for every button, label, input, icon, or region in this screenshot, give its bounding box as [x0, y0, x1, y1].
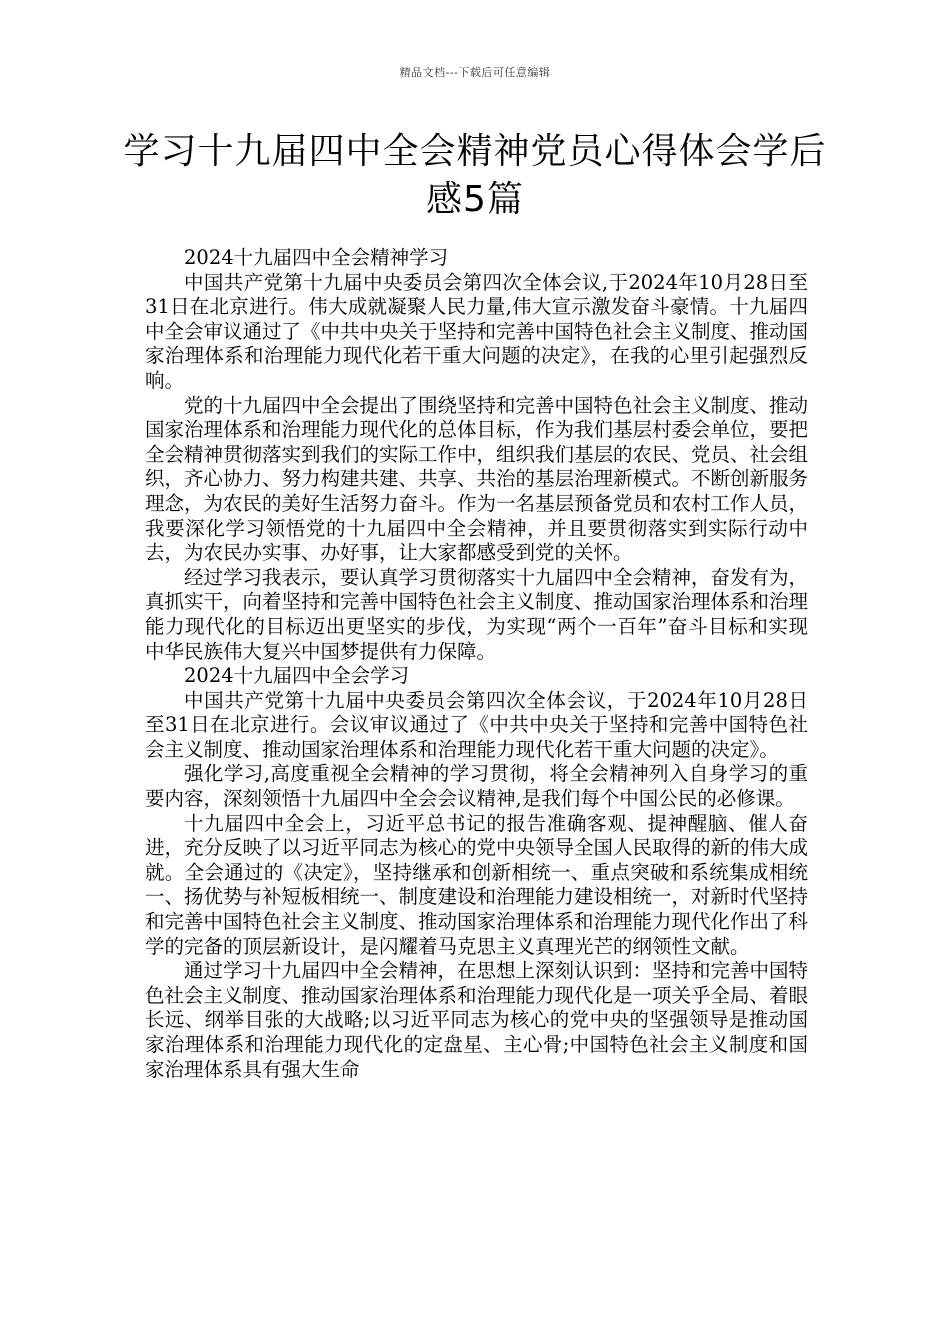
paragraph: 党的十九届四中全会提出了围绕坚持和完善中国特色社会主义制度、推动国家治理体系和治理能力现代化的总体目标，作为我们基层村委会单位，要把全会精神贯彻落实到我们的实际工作中，组织我们基层的农民、党员、社会组织，齐心协力、努力构建共建、共享、共治的基层治理新模式。不断创新服务理念，为农民的美好生活努力奋斗。作为一名基层预备党员和农村工作人员，我要深化学习领悟党的十九届四中全会精神，并且要贯彻落实到实际行动中去，为农民办实事、办好事，让大家都感受到党的关怀。: [145, 393, 809, 565]
document-title: 学习十九届四中全会精神党员心得体会学后感5篇: [123, 131, 827, 220]
paragraph: 十九届四中全会上，习近平总书记的报告准确客观、提神醒脑、催人奋进，充分反映了以习近平同志为核心的党中央领导全国人民取得的新的伟大成就。全会通过的《决定》，坚持继承和创新相统一、重点突破和系统集成相统一、扬优势与补短板相统一、制度建设和治理能力建设相统一，对新时代坚持和完善中国特色社会主义制度、推动国家治理体系和治理能力现代化作出了科学的完备的顶层新设计，是闪耀着马克思主义真理光芒的纲领性文献。: [145, 811, 809, 958]
section-heading-1: 2024十九届四中全会精神学习: [184, 246, 449, 269]
paragraph: 中国共产党第十九届中央委员会第四次全体会议,于2024年10月28日至31日在北京进行。伟大成就凝聚人民力量,伟大宣示激发奋斗豪情。十九届四中全会审议通过了《中共中央关于坚持和完善中国特色社会主义制度、推动国家治理体系和治理能力现代化若干重大问题的决定》，在我的心里引起强烈反响。: [145, 270, 809, 392]
paragraph: 中国共产党第十九届中央委员会第四次全体会议，于2024年10月28日至31日在北京进行。会议审议通过了《中共中央关于坚持和完善中国特色社会主义制度、推动国家治理体系和治理能力现代化若干重大问题的决定》。: [145, 688, 808, 761]
paragraph: 通过学习十九届四中全会精神，在思想上深刻认识到：坚持和完善中国特色社会主义制度、推动国家治理体系和治理能力现代化是一项关乎全局、着眼长远、纲举目张的大战略;以习近平同志为核心的党中央的坚强领导是推动国家治理体系和治理能力现代化的定盘星、主心骨;中国特色社会主义制度和国家治理体系具有强大生命: [145, 959, 809, 1081]
paragraph: 强化学习,高度重视全会精神的学习贯彻，将全会精神列入自身学习的重要内容，深刻领悟十九届四中全会会议精神,是我们每个中国公民的必修课。: [145, 762, 808, 811]
header-note: 精品文档---下载后可任意编辑: [399, 66, 551, 79]
document-body: [145, 246, 808, 1082]
section-heading-2: 2024十九届四中全会学习: [184, 664, 410, 688]
paragraph: 经过学习我表示，要认真学习贯彻落实十九届四中全会精神，奋发有为，真抓实干，向着坚持和完善中国特色社会主义制度、推动国家治理体系和治理能力现代化的目标迈出更坚实的步伐，为实现“两个一百年”奋斗目标和实现中华民族伟大复兴中国梦提供有力保障。: [145, 565, 809, 663]
